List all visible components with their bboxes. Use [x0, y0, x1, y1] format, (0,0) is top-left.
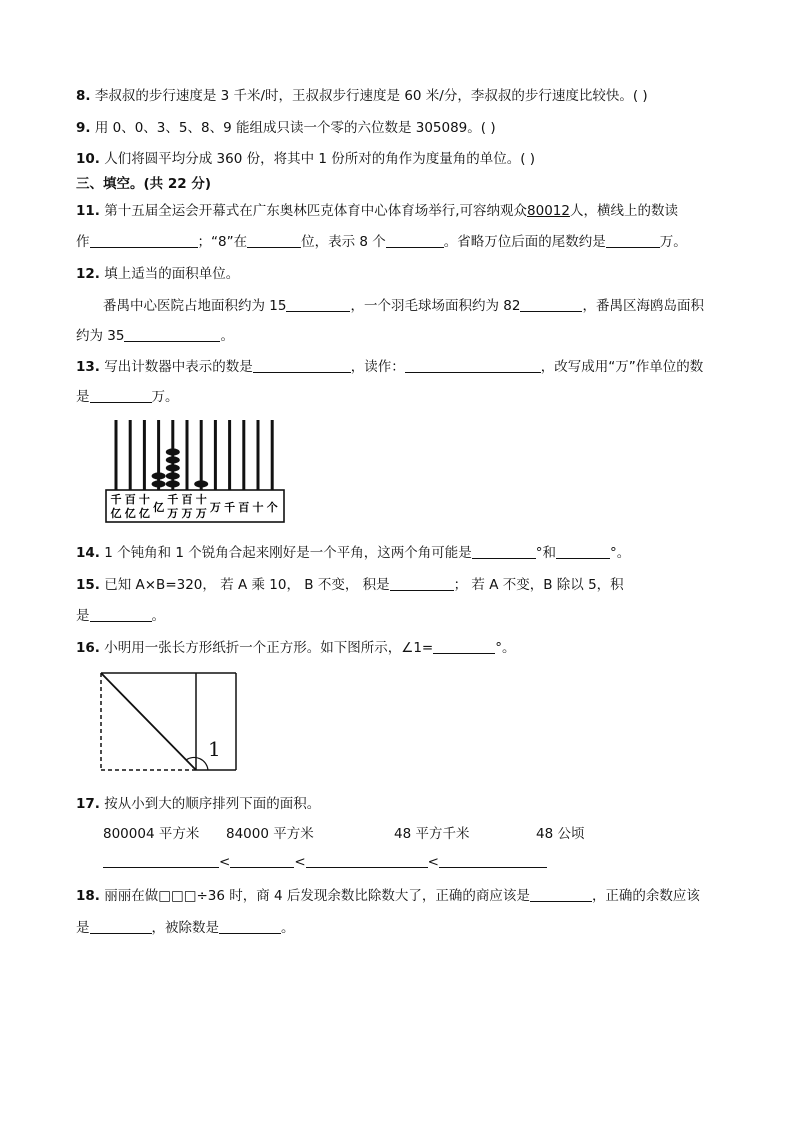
question-number: 13.	[76, 359, 100, 375]
question-number: 17.	[76, 796, 100, 812]
abacus-bead	[166, 472, 180, 479]
question-text: 已知 A×B=320， 若 A 乘 10， B 不变， 积是	[104, 577, 390, 593]
question-11-line-2	[76, 230, 687, 250]
question-text: 。	[281, 920, 295, 936]
question-text: °。	[610, 545, 631, 561]
abacus-place-label: 十	[138, 493, 150, 506]
area-item: 48 公顷	[536, 826, 585, 842]
question-18-line-1	[76, 884, 700, 904]
question-number: 8.	[76, 88, 91, 104]
question-9	[76, 116, 496, 136]
abacus-place-label: 千	[167, 493, 179, 506]
question-text: 万。	[659, 234, 687, 250]
question-text: 位，表示 8 个	[301, 234, 386, 250]
question-text: 李叔叔的步行速度是 3 千米/时，王叔叔步行速度是 60 米/分，李叔叔的步行速度比较快。( )	[94, 88, 648, 104]
question-text: 填上适当的面积单位。	[104, 266, 240, 282]
question-text: 小明用一张长方形纸折一个正方形。如下图所示，∠1=	[104, 640, 434, 656]
question-text: 万。	[151, 389, 179, 405]
answer-blank[interactable]	[386, 233, 444, 248]
question-text: ，正确的余数应该	[591, 888, 700, 904]
answer-blank[interactable]	[90, 388, 152, 403]
abacus-place-label: 百	[238, 501, 250, 514]
abacus-bead	[152, 472, 166, 479]
abacus-place-label: 千	[110, 493, 122, 506]
abacus-place-label: 万	[181, 507, 193, 520]
question-text: 是	[76, 920, 90, 936]
abacus-bead	[166, 456, 180, 463]
answer-blank[interactable]	[433, 639, 495, 654]
question-17-title	[76, 792, 320, 812]
question-12-title	[76, 262, 239, 282]
question-text: 1 个钝角和 1 个锐角合起来刚好是一个平角，这两个角可能是	[104, 545, 472, 561]
question-text: 第十五届全运会开幕式在广东奥林匹克体育中心体育场举行,可容纳观众	[104, 203, 528, 219]
abacus-bead	[152, 480, 166, 487]
folded-paper-figure	[100, 672, 240, 774]
area-item: 48 平方千米	[394, 826, 470, 842]
answer-blank[interactable]	[286, 297, 350, 312]
question-text: 按从小到大的顺序排列下面的面积。	[104, 796, 321, 812]
question-text: °和	[535, 545, 557, 561]
abacus-place-label: 十	[252, 501, 264, 514]
question-text: 人们将圆平均分成 360 份，将其中 1 份所对的角作为度量角的单位。( )	[104, 151, 536, 167]
answer-blank[interactable]	[90, 233, 198, 248]
question-13-line-1	[76, 355, 703, 375]
question-18-line-2	[76, 916, 295, 936]
question-14	[76, 541, 630, 561]
question-text: ，一个羽毛球场面积约为 82	[350, 298, 521, 314]
question-text: ，改写成用“万”作单位的数	[540, 359, 704, 375]
abacus-place-label: 亿	[138, 507, 150, 520]
less-than-sign: <	[427, 854, 439, 870]
abacus-place-label: 个	[266, 501, 278, 514]
angle-label: 1	[208, 737, 221, 761]
question-text: ，被除数是	[151, 920, 219, 936]
section-heading: 三、填空。(共 22 分)	[76, 176, 212, 192]
question-text: 是	[76, 389, 90, 405]
answer-blank[interactable]	[253, 358, 351, 373]
answer-blank[interactable]	[306, 853, 428, 868]
question-number: 11.	[76, 203, 100, 219]
question-text: 用 0、0、3、5、8、9 能组成只读一个零的六位数是 305089。( )	[94, 120, 496, 136]
answer-blank[interactable]	[247, 233, 301, 248]
question-8	[76, 84, 648, 104]
question-number: 14.	[76, 545, 100, 561]
answer-blank[interactable]	[90, 919, 152, 934]
question-text: 人，横线上的数读	[569, 203, 678, 219]
area-item: 84000 平方米	[226, 826, 314, 842]
abacus-place-label: 亿	[153, 501, 165, 514]
abacus-place-label: 千	[224, 501, 236, 514]
diagonal-fold	[101, 673, 196, 770]
answer-blank[interactable]	[219, 919, 281, 934]
question-text: 。	[220, 328, 234, 344]
question-text: 。	[151, 608, 165, 624]
answer-blank[interactable]	[530, 887, 592, 902]
abacus-place-label: 十	[195, 493, 207, 506]
question-text: ，番禺区海鸥岛面积	[582, 298, 704, 314]
abacus-place-label: 万	[167, 507, 179, 520]
abacus-figure	[104, 418, 288, 524]
question-15-line-1	[76, 573, 624, 593]
question-12-line-2	[76, 324, 234, 344]
question-text: °。	[495, 640, 516, 656]
question-text: 作	[76, 234, 90, 250]
question-number: 16.	[76, 640, 100, 656]
question-text: ； 若 A 不变，B 除以 5，积	[453, 577, 624, 593]
question-text: 。省略万位后面的尾数约是	[443, 234, 606, 250]
abacus-place-label: 百	[181, 493, 193, 506]
question-text: 约为 35	[76, 328, 125, 344]
abacus-bead	[166, 448, 180, 455]
less-than-sign: <	[219, 854, 231, 870]
answer-blank[interactable]	[556, 544, 610, 559]
answer-blank[interactable]	[520, 297, 582, 312]
abacus-bead	[166, 480, 180, 487]
question-number: 10.	[76, 151, 100, 167]
question-text: ；“8”在	[197, 234, 248, 250]
answer-blank[interactable]	[606, 233, 660, 248]
question-text: 是	[76, 608, 90, 624]
answer-blank[interactable]	[472, 544, 536, 559]
answer-blank[interactable]	[405, 358, 541, 373]
question-text: 丽丽在做□□□÷36 时，商 4 后发现余数比除数大了，正确的商应该是	[104, 888, 530, 904]
underlined-number: 80012	[527, 203, 570, 219]
answer-blank[interactable]	[439, 853, 547, 868]
abacus-bead	[166, 464, 180, 471]
question-15-line-2	[76, 604, 165, 624]
question-number: 12.	[76, 266, 100, 282]
abacus-place-label: 亿	[124, 507, 136, 520]
question-text: 番禺中心医院占地面积约为 15	[103, 298, 287, 314]
question-text: 写出计数器中表示的数是	[104, 359, 253, 375]
question-number: 15.	[76, 577, 100, 593]
abacus-place-label: 万	[209, 501, 221, 514]
abacus-place-label: 亿	[110, 507, 122, 520]
question-10	[76, 147, 535, 167]
question-number: 18.	[76, 888, 100, 904]
answer-blank[interactable]	[230, 853, 294, 868]
question-12-line-1	[103, 294, 704, 314]
question-11-line-1	[76, 199, 678, 219]
question-number: 9.	[76, 120, 91, 136]
ordering-line	[103, 853, 547, 870]
abacus-place-label: 百	[124, 493, 136, 506]
abacus-bead	[194, 480, 208, 487]
question-16	[76, 636, 515, 656]
less-than-sign: <	[294, 854, 306, 870]
answer-blank[interactable]	[124, 327, 220, 342]
question-text: ，读作：	[350, 359, 405, 375]
answer-blank[interactable]	[390, 576, 454, 591]
answer-blank[interactable]	[90, 607, 152, 622]
area-item: 800004 平方米	[103, 826, 200, 842]
answer-blank[interactable]	[103, 853, 219, 868]
question-13-line-2	[76, 385, 179, 405]
abacus-place-label: 万	[195, 507, 207, 520]
